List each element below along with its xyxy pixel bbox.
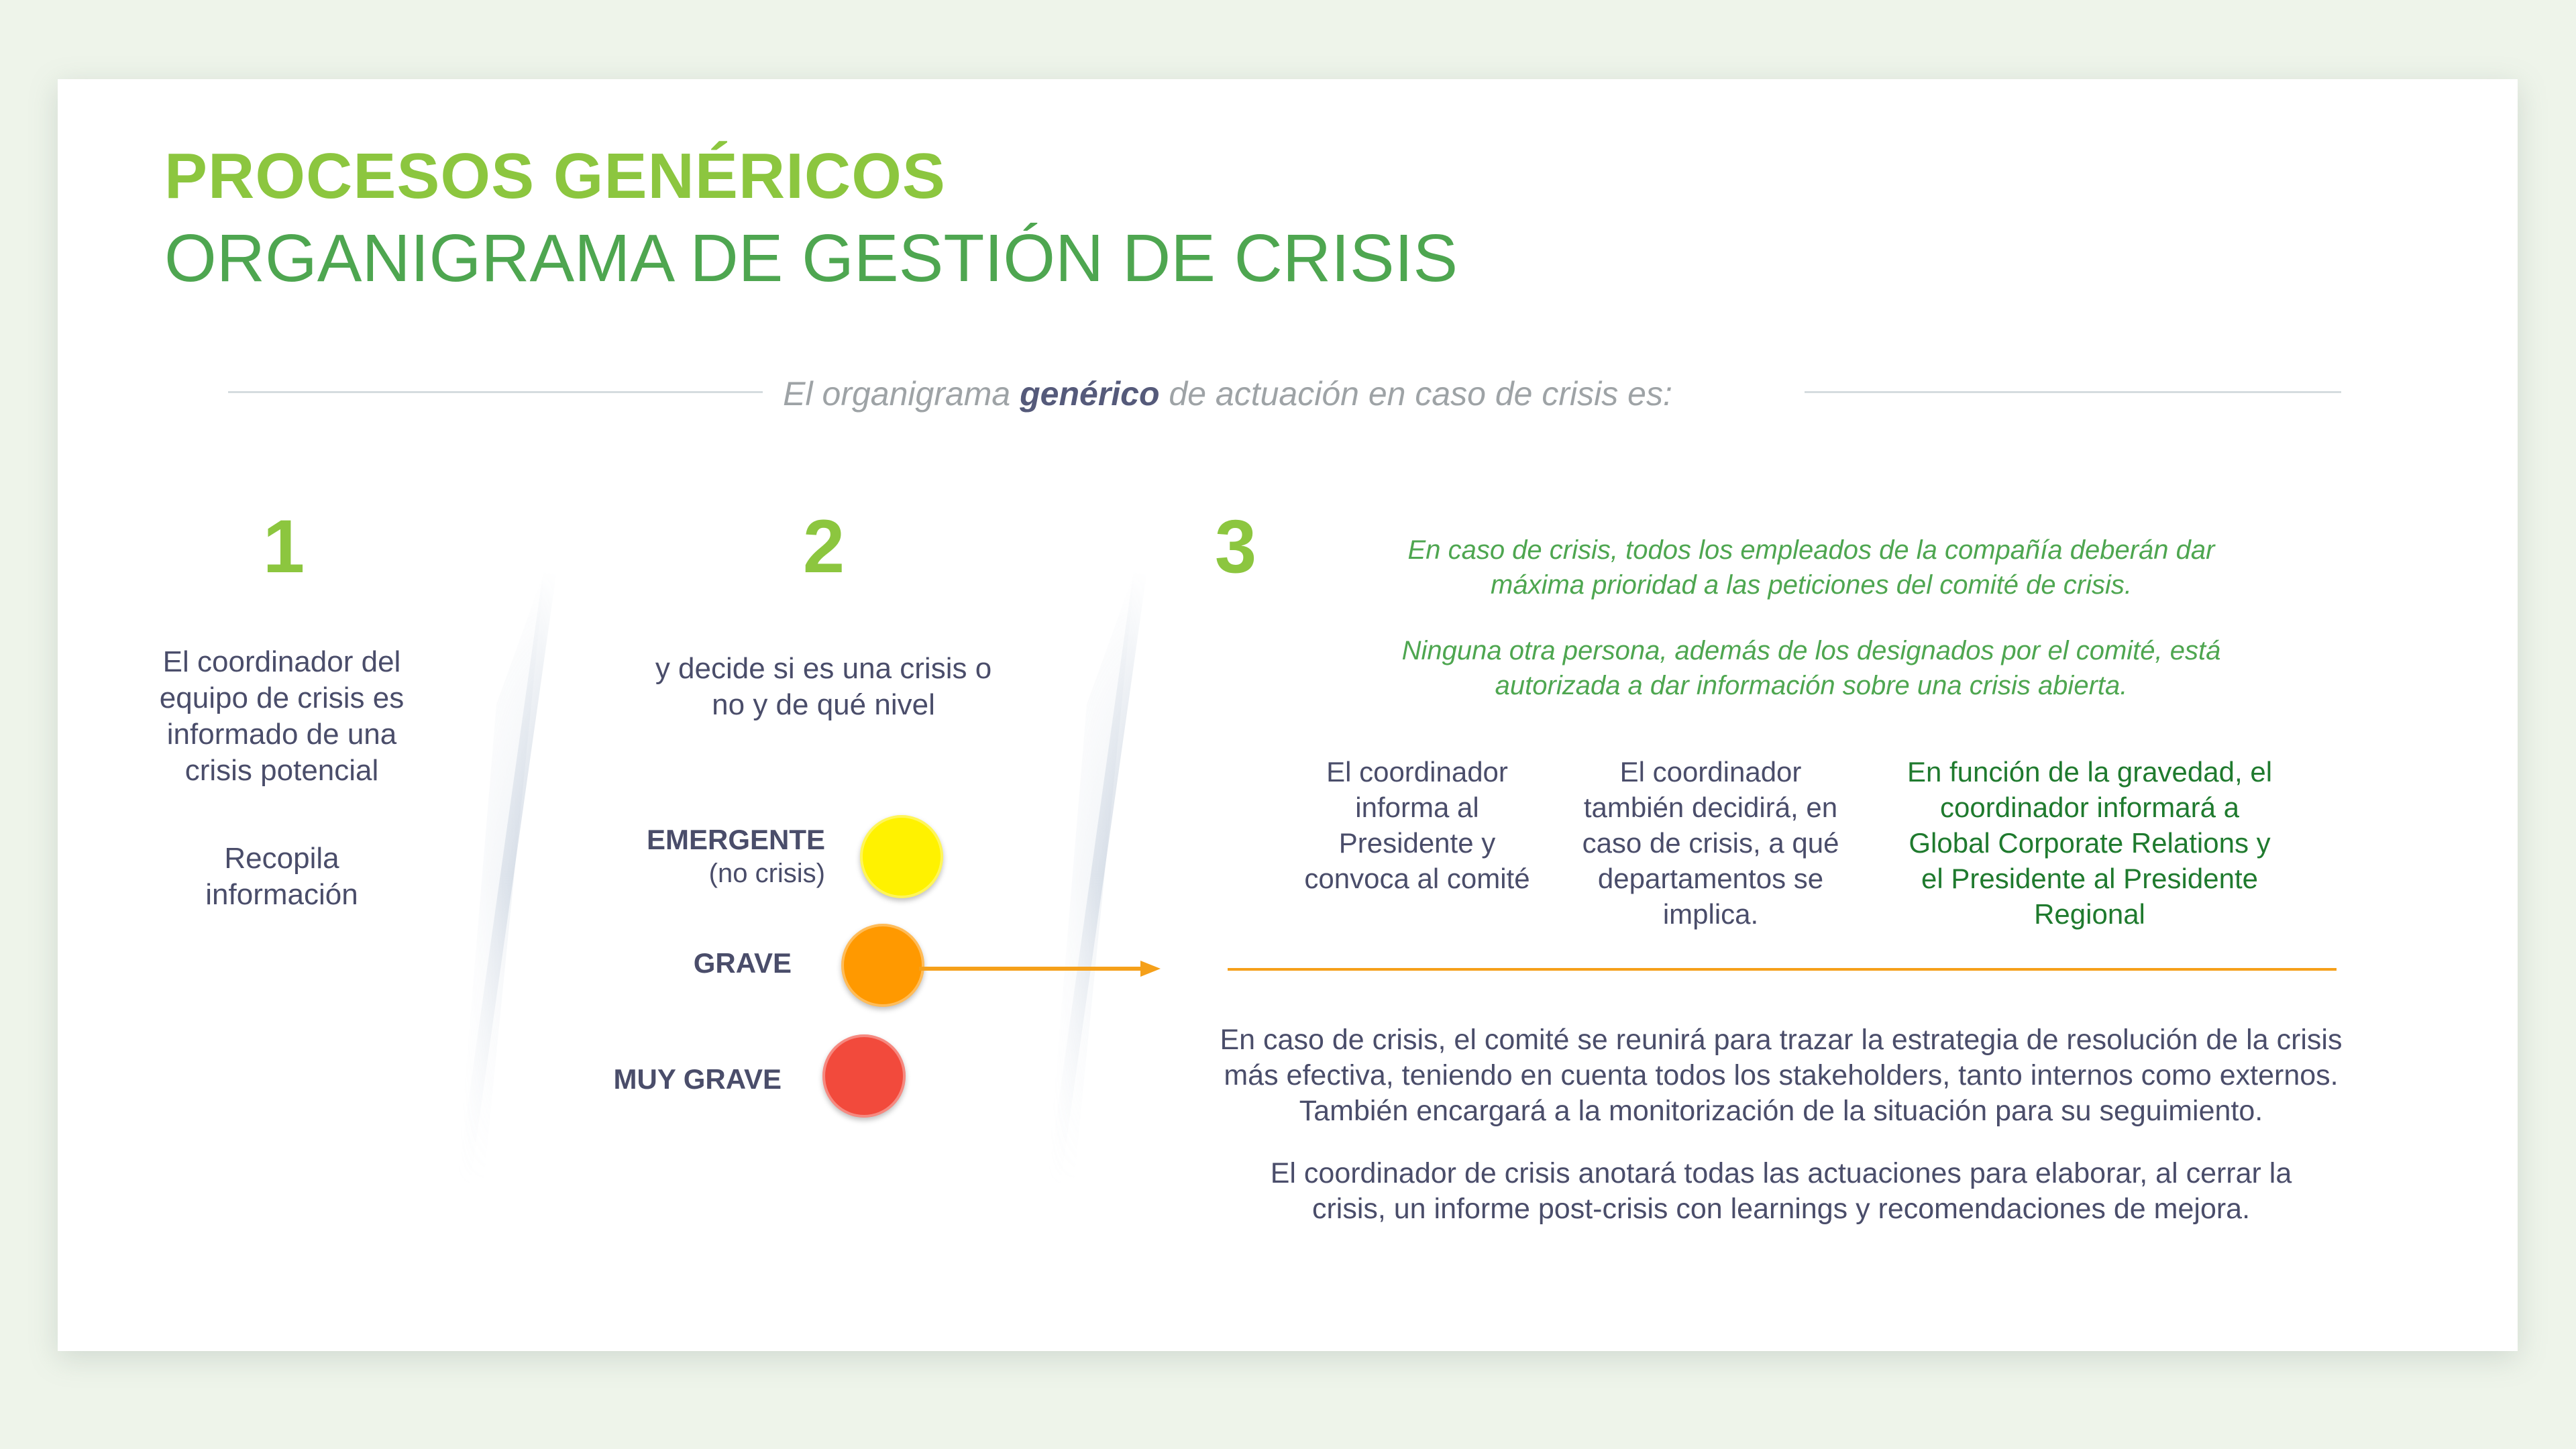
level-grave-indicator — [841, 924, 924, 1007]
intro-divider-right — [1805, 391, 2341, 393]
step-2-text: y decide si es una crisis o no y de qué nivel — [655, 652, 992, 721]
step-3-committee-paragraph: En caso de crisis, el comité se reunirá para trazar la estrategia de resolución de la crisis más efectiva, teniendo en cuenta todos los stakeholders, tanto internos como externos. También encargará a la monitorización de la situación para su seguimiento. — [1220, 1024, 2343, 1127]
level-emergente-indicator — [860, 815, 943, 898]
level-muy-grave-indicator — [822, 1034, 906, 1118]
level-emergente-label: EMERGENTE — [646, 824, 825, 855]
step-1-action: Recopila información — [205, 842, 358, 911]
step-3-report-paragraph: El coordinador de crisis anotará todas las actuaciones para elaborar, al cerrar la crisis, un informe post-crisis con learnings y recomendaciones de mejora. — [1270, 1157, 2292, 1225]
intro-divider-left — [228, 391, 763, 393]
page-title: PROCESOS GENÉRICOS — [164, 140, 946, 212]
separator-1 — [456, 570, 557, 1187]
level-emergente-sublabel: (no crisis) — [708, 859, 825, 888]
step-3-col-informs-president: El coordinador informa al Presidente y convoca al comité — [1304, 756, 1530, 894]
step-3-divider — [1228, 968, 2337, 971]
level-muy-grave-label: MUY GRAVE — [613, 1063, 782, 1095]
step-3-note-priority: En caso de crisis, todos los empleados de la compañía deberán dar máxima prioridad a las peticiones del comité de crisis. — [1407, 535, 2215, 600]
step-1-text: El coordinador del equipo de crisis es informado de una crisis potencial — [159, 645, 405, 787]
step-2-number: 2 — [802, 504, 845, 588]
intro-text: El organigrama genérico de actuación en caso de crisis es: — [783, 375, 1672, 413]
step-3-col-global-relations: En función de la gravedad, el coordinador informará a Global Corporate Relations y el Presidente al Presidente Regional — [1907, 756, 2273, 930]
separator-2 — [1046, 570, 1147, 1187]
step-1-number: 1 — [262, 504, 305, 588]
escalation-arrow — [919, 955, 1164, 982]
page-subtitle: ORGANIGRAMA DE GESTIÓN DE CRISIS — [164, 221, 1458, 296]
step-3-note-spokesperson: Ninguna otra persona, además de los designados por el comité, está autorizada a dar información sobre una crisis abierta. — [1401, 636, 2221, 700]
step-3-number: 3 — [1214, 504, 1257, 588]
level-grave-label: GRAVE — [693, 947, 792, 979]
intro-emphasis: genérico — [1020, 375, 1160, 413]
step-3-col-departments: El coordinador también decidirá, en caso de crisis, a qué departamentos se implica. — [1582, 756, 1839, 930]
